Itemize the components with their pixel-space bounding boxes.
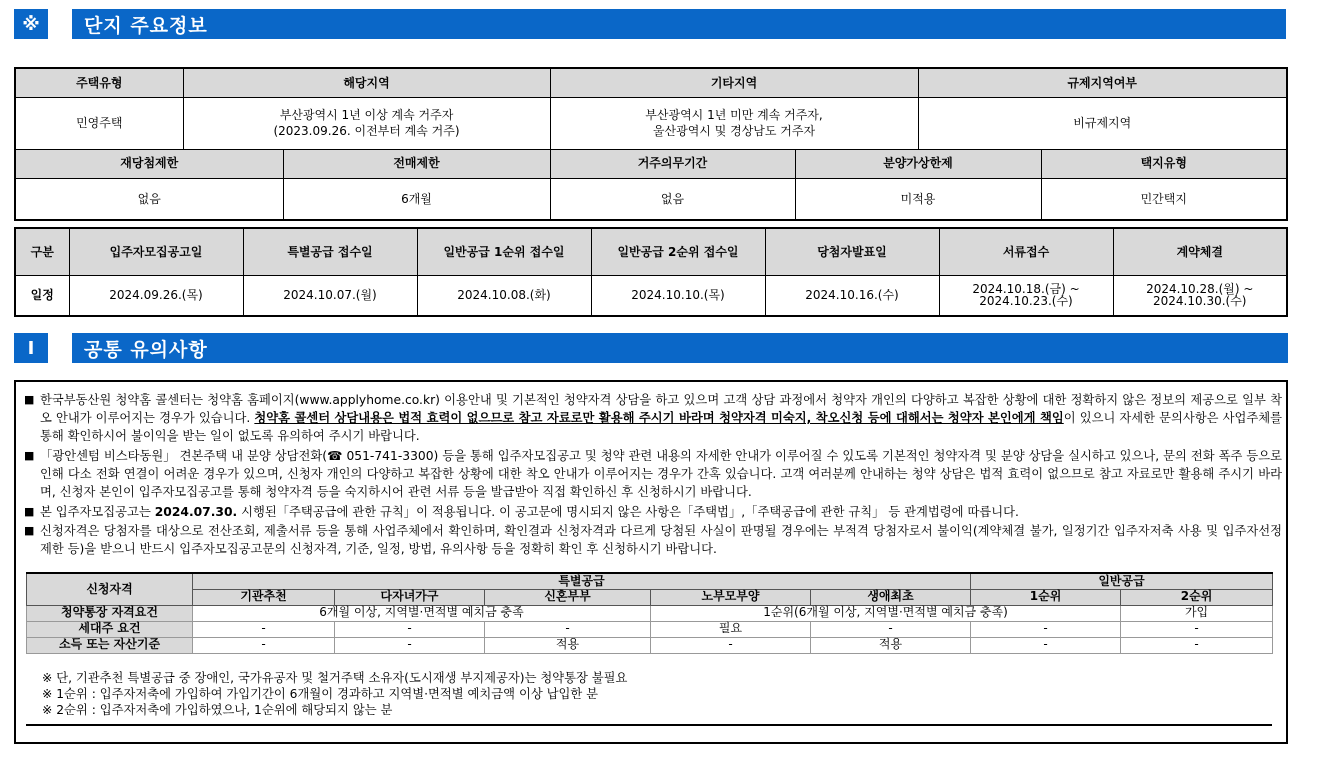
value-special-date: 2024.10.07.(월) (243, 275, 417, 316)
row-label-schedule: 일정 (15, 275, 69, 316)
section-header-common-notes (14, 333, 1288, 363)
header-documents: 서류접수 (939, 228, 1113, 275)
table-cell: - (193, 621, 335, 637)
bullet-icon: ■ (24, 524, 35, 537)
header-category: 구분 (15, 228, 69, 275)
header-regulated-area: 규제지역여부 (918, 68, 1287, 97)
table-cell: - (1121, 637, 1273, 653)
value-winner-date: 2024.10.16.(수) (765, 275, 939, 316)
table-cell: - (335, 637, 485, 653)
header-resale-limit: 전매제한 (283, 149, 550, 178)
eligibility-table (26, 572, 1273, 654)
bullet-icon: ■ (24, 505, 35, 518)
section-header-complex-info (14, 9, 1286, 39)
notes-box (14, 380, 1288, 744)
value-regulated-area: 비규제지역 (918, 97, 1287, 149)
header-second-rank-date: 일반공급 2순위 접수일 (591, 228, 765, 275)
value-notice-date: 2024.09.26.(목) (69, 275, 243, 316)
note-paragraph-3: ■ 본 입주자모집공고는 2024.07.30. 시행된「주택공급에 관한 규칙」이 적용됩니다. 이 공고문에 명시되지 않은 사항은「주택법」,「주택공급에 관한 규칙」 등 관계법령에 따릅니다. (24, 503, 1282, 521)
header-newlywed: 신혼부부 (485, 589, 651, 605)
table-cell: - (335, 621, 485, 637)
table-cell: - (193, 637, 335, 653)
header-first-time: 생애최초 (811, 589, 971, 605)
table-cell: - (971, 621, 1121, 637)
complex-info-table (14, 67, 1288, 221)
value-resale-limit: 6개월 (283, 178, 550, 220)
bullet-icon: ■ (24, 449, 35, 462)
header-special-date: 특별공급 접수일 (243, 228, 417, 275)
divider (26, 724, 1272, 726)
value-account-special: 6개월 이상, 지역별·면적별 예치금 충족 (193, 605, 651, 621)
note-paragraph-1: ■ 한국부동산원 청약홈 콜센터는 청약홈 홈페이지(www.applyhome.co.kr) 이용안내 및 기본적인 청약자격 상담을 하고 있으며 고객 상담 과정에서 청약자 개인의 다양하고 복잡한 상황에 대한 정확하지 않은 정보의 제공으로 일부 착오 안내가 이루어지는 경우가 있습니다. 청약홈 콜센터 상담내용은 법적 효력이 없으므로 참고 자료로만 활용해 주시기 바라며 청약자격 미숙지, 착오신청 등에 대해서는 청약자 본인에게 책임이 있으니 자세한 문의사항은 사업주체를 통해 확인하시어 불이익을 받는 일이 없도록 유의하여 주시기 바랍니다. (24, 393, 1283, 444)
table-cell: - (1121, 621, 1273, 637)
footnote-2: ※ 1순위 : 입주자저축에 가입하여 가입기간이 6개월이 경과하고 지역별·면적별 예치금액 이상 납입한 분 (42, 687, 599, 701)
row-label-account: 청약통장 자격요건 (27, 605, 193, 621)
header-special-supply: 특별공급 (193, 573, 971, 589)
header-housing-type: 주택유형 (15, 68, 183, 97)
table-cell: 필요 (651, 621, 811, 637)
table-cell: - (811, 621, 971, 637)
table-cell: 적용 (485, 637, 651, 653)
header-rank-1: 1순위 (971, 589, 1121, 605)
header-institution: 기관추천 (193, 589, 335, 605)
value-other-area: 부산광역시 1년 미만 계속 거주자, 울산광역시 및 경상남도 거주자 (550, 97, 918, 149)
value-second-rank-date: 2024.10.10.(목) (591, 275, 765, 316)
value-account-rank2: 가입 (1121, 605, 1273, 621)
value-local-area: 부산광역시 1년 이상 계속 거주자 (2023.09.26. 이전부터 계속 거주) (183, 97, 550, 149)
table-cell: - (485, 621, 651, 637)
row-label-income: 소득 또는 자산기준 (27, 637, 193, 653)
table-cell: - (971, 637, 1121, 653)
header-rewin-limit: 재당첨제한 (15, 149, 283, 178)
table-cell: 적용 (811, 637, 971, 653)
header-rank-2: 2순위 (1121, 589, 1273, 605)
schedule-table (14, 227, 1288, 317)
note-paragraph-4: ■ 신청자격은 당첨자를 대상으로 전산조회, 제출서류 등을 통해 사업주체에서 확인하며, 확인결과 신청자격과 다르게 당첨된 사실이 판명될 경우에는 부적격 당첨자로서 불이익(계약체결 불가, 일정기간 입주자저축 사용 및 입주자선정 제한 등)을 받으니 반드시 입주자모집공고문의 신청자격, 기준, 일정, 방법, 유의사항 등을 정확히 확인 후 신청하시기 바랍니다. (24, 524, 1282, 557)
row-label-householder: 세대주 요건 (27, 621, 193, 637)
header-first-rank-date: 일반공급 1순위 접수일 (417, 228, 591, 275)
header-other-area: 기타지역 (550, 68, 918, 97)
header-contract: 계약체결 (1113, 228, 1287, 275)
value-rewin-limit: 없음 (15, 178, 283, 220)
note-paragraph-2: ■ 「광안센텀 비스타동원」 견본주택 내 분양 상담전화(☎ 051-741-3300) 등을 통해 입주자모집공고 및 청약 관련 내용의 자세한 안내가 이루어질 수 있도록 기본적인 청약자격 및 분양 상담을 실시하고 있으나, 문의 전화 폭주 등으로 인해 다소 전화 연결이 어려운 경우가 있으며, 신청자 개인의 다양하고 복잡한 상황에 대한 착오 안내가 이루어지는 경우가 간혹 있습니다. 고객 여러분께 안내하는 청약 상담은 법적 효력이 없으므로 참고 자료로만 활용해 주시기 바라며, 신청자 본인이 입주자모집공고를 통해 청약자격 등을 숙지하시어 관련 서류 등을 발급받아 직접 확인하신 후 신청하시기 바랍니다. (24, 449, 1282, 500)
value-account-rank1: 1순위(6개월 이상, 지역별·면적별 예치금 충족) (651, 605, 1121, 621)
table-cell: - (651, 637, 811, 653)
section-mark: I (14, 333, 48, 363)
header-multichild: 다자녀가구 (335, 589, 485, 605)
header-residence-duty: 거주의무기간 (550, 149, 795, 178)
footnote-1: ※ 단, 기관추천 특별공급 중 장애인, 국가유공자 및 철거주택 소유자(도시재생 부지제공자)는 청약통장 불필요 (42, 671, 628, 685)
header-price-cap: 분양가상한제 (795, 149, 1041, 178)
header-eligibility: 신청자격 (27, 573, 193, 605)
header-general-supply: 일반공급 (971, 573, 1273, 589)
header-notice-date: 입주자모집공고일 (69, 228, 243, 275)
value-land-type: 민간택지 (1041, 178, 1287, 220)
section-mark: ※ (14, 9, 48, 39)
value-price-cap: 미적용 (795, 178, 1041, 220)
section-title: 단지 주요정보 (72, 9, 1286, 39)
value-contract: 2024.10.28.(월) ~ 2024.10.30.(수) (1113, 275, 1287, 316)
header-land-type: 택지유형 (1041, 149, 1287, 178)
footnote-3: ※ 2순위 : 입주자저축에 가입하였으나, 1순위에 해당되지 않는 분 (42, 703, 393, 717)
bullet-icon: ■ (24, 393, 35, 406)
value-first-rank-date: 2024.10.08.(화) (417, 275, 591, 316)
value-residence-duty: 없음 (550, 178, 795, 220)
section-title: 공통 유의사항 (72, 333, 1288, 363)
header-winner-date: 당첨자발표일 (765, 228, 939, 275)
header-local-area: 해당지역 (183, 68, 550, 97)
header-elderly-parents: 노부모부양 (651, 589, 811, 605)
value-housing-type: 민영주택 (15, 97, 183, 149)
value-documents: 2024.10.18.(금) ~ 2024.10.23.(수) (939, 275, 1113, 316)
